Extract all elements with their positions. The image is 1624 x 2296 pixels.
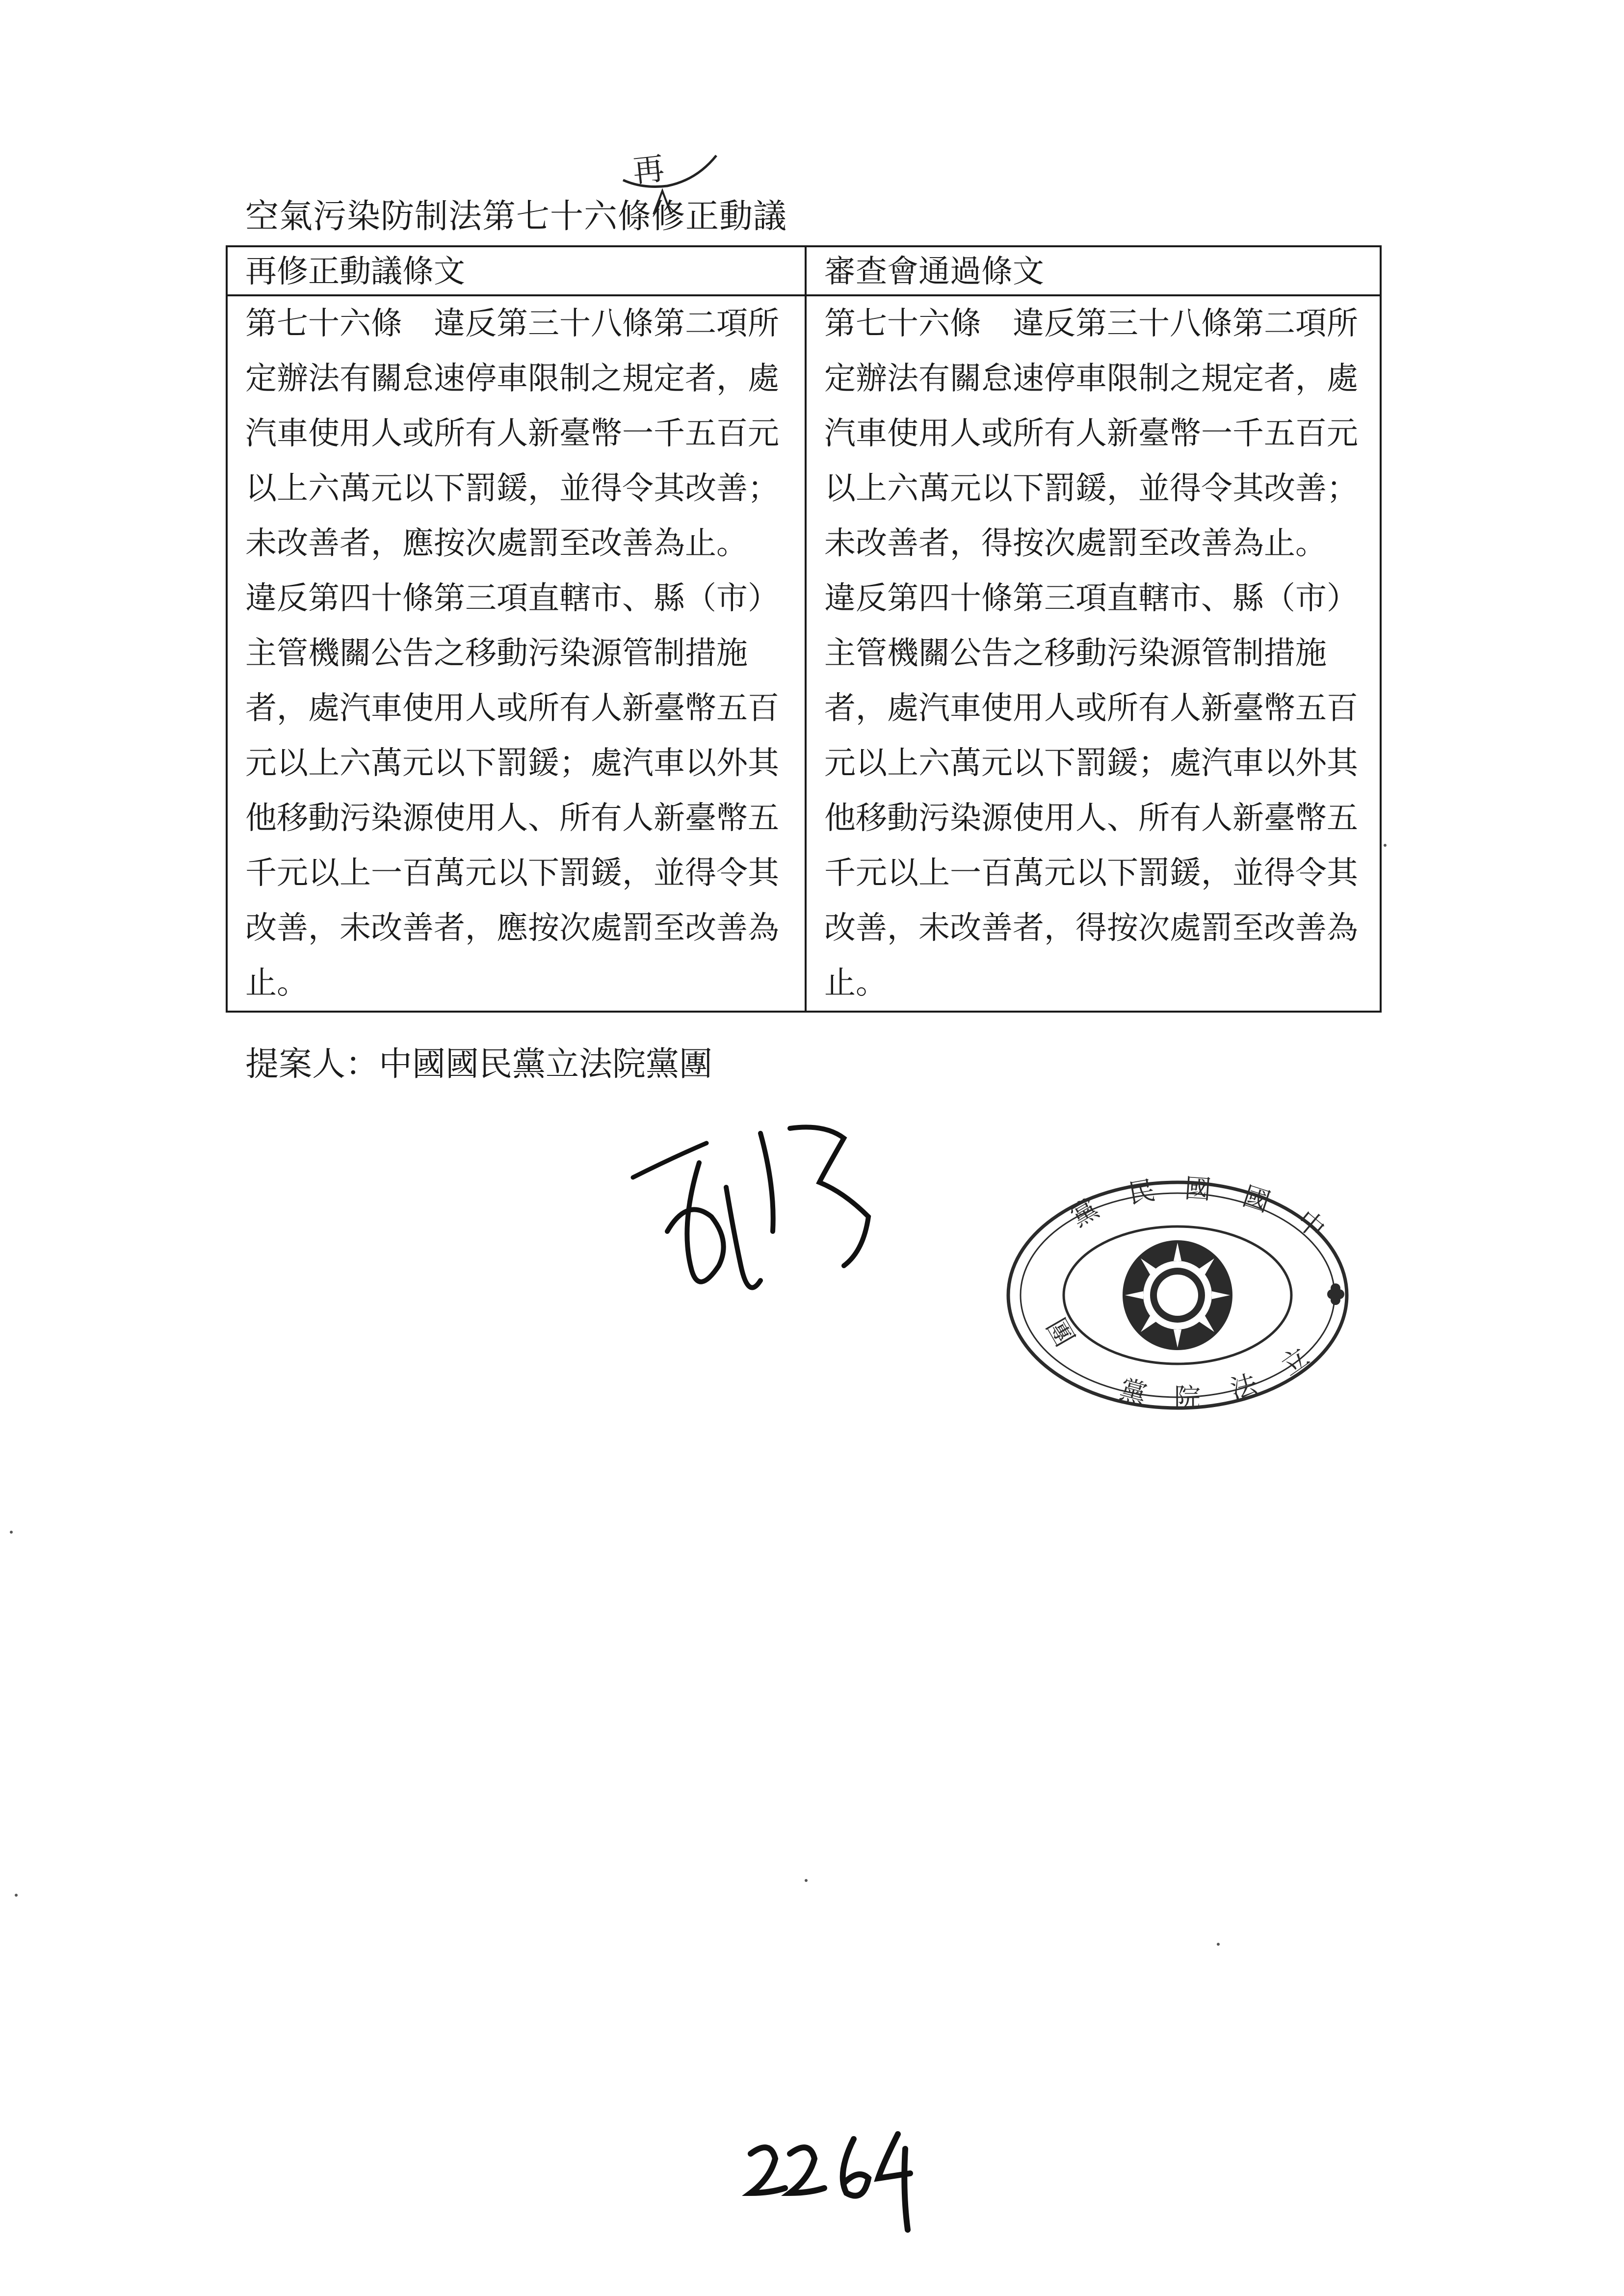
handwritten-insert: 再 bbox=[631, 150, 666, 190]
svg-text:民: 民 bbox=[1126, 1174, 1157, 1210]
party-seal bbox=[1001, 1173, 1354, 1418]
svg-text:院: 院 bbox=[1174, 1383, 1201, 1413]
scan-speck bbox=[10, 1531, 13, 1534]
header-revised-motion: 再修正動議條文 bbox=[227, 246, 806, 295]
title-after: 修正動議 bbox=[652, 197, 787, 236]
scan-speck bbox=[15, 1894, 18, 1897]
table-row bbox=[227, 295, 1381, 1012]
title-struck-char: 條 bbox=[618, 197, 652, 236]
scan-speck bbox=[1217, 1943, 1220, 1946]
right-paragraph-2: 違反第四十條第三項直轄市、縣（市）主管機關公告之移動污染源管制措施者，處汽車使用人或所有人新臺幣五百元以上六萬元以下罰鍰；處汽車以外其他移動污染源使用人、所有人新臺幣五千元以上一百萬元以下罰鍰，並得令其改善，未改善者，得按次處罰至改善為止。 bbox=[824, 580, 1358, 1001]
proposer-line: 提案人：中國國民黨立法院黨團 bbox=[245, 1045, 713, 1084]
scan-speck bbox=[1384, 844, 1387, 847]
header-committee-version: 審查會通過條文 bbox=[806, 246, 1381, 295]
svg-text:法: 法 bbox=[1227, 1368, 1261, 1406]
title-before: 空氣污染防制法第七十六 bbox=[245, 197, 618, 236]
svg-text:團: 團 bbox=[1040, 1313, 1080, 1352]
left-paragraph-2: 違反第四十條第三項直轄市、縣（市）主管機關公告之移動污染源管制措施者，處汽車使用人或所有人新臺幣五百元以上六萬元以下罰鍰；處汽車以外其他移動污染源使用人、所有人新臺幣五千元以上一百萬元以下罰鍰，並得令其改善，未改善者，應按次處罰至改善為止。 bbox=[245, 580, 779, 1001]
svg-text:國: 國 bbox=[1239, 1180, 1274, 1218]
revised-motion-text bbox=[227, 295, 806, 1012]
right-paragraph-1: 第七十六條 違反第三十八條第二項所定辦法有關怠速停車限制之規定者，處汽車使用人或所有人新臺幣一千五百元以上六萬元以下罰鍰，並得令其改善；未改善者，得按次處罰至改善為止。 bbox=[824, 306, 1358, 562]
flower-mark-icon bbox=[1327, 1283, 1344, 1305]
table-header-row bbox=[227, 246, 1381, 295]
title-block bbox=[245, 150, 883, 241]
insertion-mark bbox=[613, 146, 721, 219]
handwritten-signature bbox=[613, 1104, 957, 1379]
svg-text:立: 立 bbox=[1275, 1341, 1315, 1382]
comparison-table bbox=[226, 245, 1382, 1013]
committee-version-text bbox=[806, 295, 1381, 1012]
svg-text:中: 中 bbox=[1290, 1204, 1331, 1245]
svg-text:黨: 黨 bbox=[1116, 1373, 1151, 1410]
left-paragraph-1: 第七十六條 違反第三十八條第二項所定辦法有關怠速停車限制之規定者，處汽車使用人或所有人新臺幣一千五百元以上六萬元以下罰鍰，並得令其改善；未改善者，應按次處罰至改善為止。 bbox=[245, 306, 779, 562]
party-emblem-icon bbox=[1123, 1240, 1232, 1350]
svg-text:國: 國 bbox=[1183, 1173, 1212, 1205]
handwritten-page-number bbox=[736, 2119, 942, 2237]
svg-text:黨: 黨 bbox=[1065, 1193, 1104, 1233]
scan-speck bbox=[805, 1879, 808, 1882]
